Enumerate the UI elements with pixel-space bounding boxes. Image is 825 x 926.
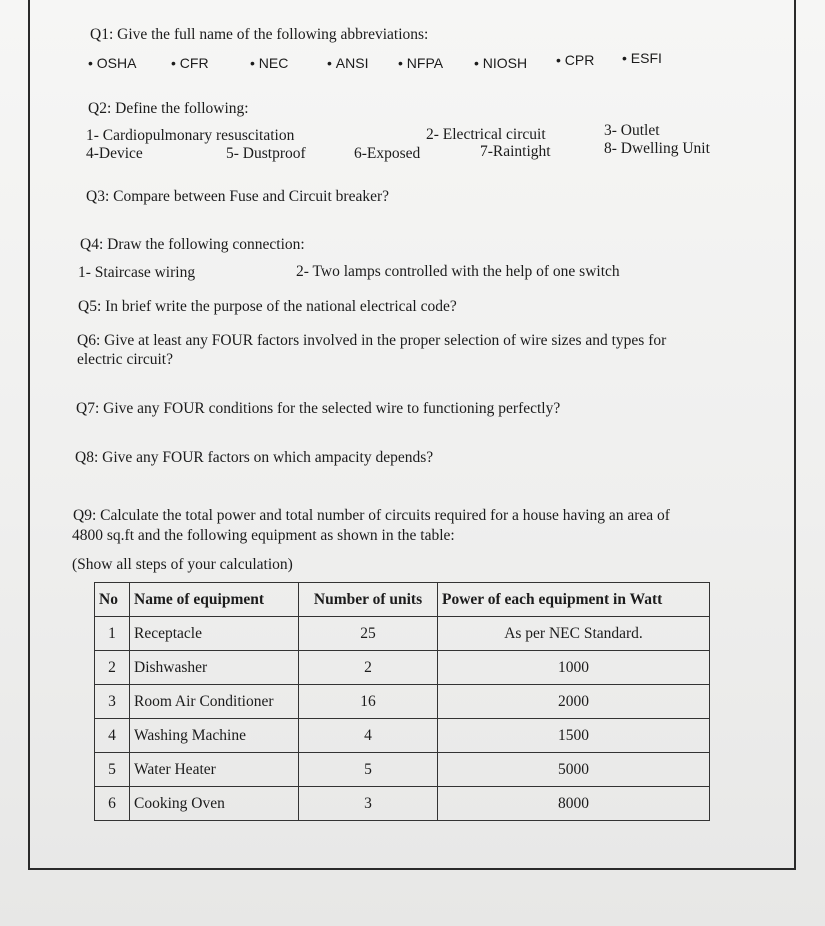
header-no: No	[95, 583, 130, 617]
table-row	[95, 651, 710, 685]
cell-units: 2	[299, 651, 438, 685]
table-row	[95, 617, 710, 651]
q5-prompt: Q5: In brief write the purpose of the national electrical code?	[78, 298, 457, 315]
cell-units: 16	[299, 685, 438, 719]
abbr-esfi: • ESFI	[622, 49, 662, 67]
cell-power: 1500	[438, 719, 710, 753]
q1-prompt: Q1: Give the full name of the following abbreviations:	[90, 26, 429, 43]
q2-item-7: 7-Raintight	[480, 143, 551, 160]
cell-units: 4	[299, 719, 438, 753]
table-row	[95, 753, 710, 787]
q2-item-6: 6-Exposed	[354, 145, 421, 162]
abbr-cpr: • CPR	[556, 51, 594, 69]
cell-name: Dishwasher	[130, 651, 299, 685]
cell-name: Washing Machine	[130, 719, 299, 753]
cell-name: Room Air Conditioner	[130, 685, 299, 719]
q4-prompt: Q4: Draw the following connection:	[80, 236, 305, 253]
abbr-cfr: • CFR	[171, 54, 209, 72]
cell-name: Water Heater	[130, 753, 299, 787]
abbr-nfpa: • NFPA	[398, 54, 443, 72]
cell-units: 5	[299, 753, 438, 787]
q8-prompt: Q8: Give any FOUR factors on which ampacity depends?	[75, 449, 434, 466]
cell-power: 1000	[438, 651, 710, 685]
q9-line-1: Q9: Calculate the total power and total number of circuits required for a house having an area of	[73, 507, 670, 524]
q6-line-2: electric circuit?	[77, 351, 173, 368]
cell-name: Receptacle	[130, 617, 299, 651]
cell-no: 2	[95, 651, 130, 685]
q2-item-3: 3- Outlet	[604, 122, 660, 139]
q2-item-8: 8- Dwelling Unit	[604, 140, 710, 157]
cell-no: 6	[95, 787, 130, 821]
abbr-osha: • OSHA	[88, 54, 136, 72]
cell-no: 1	[95, 617, 130, 651]
table-row	[95, 685, 710, 719]
header-units: Number of units	[299, 583, 438, 617]
cell-power: 2000	[438, 685, 710, 719]
abbr-ansi: • ANSI	[327, 54, 368, 72]
q6-line-1: Q6: Give at least any FOUR factors involved in the proper selection of wire sizes and types for	[77, 332, 667, 349]
cell-units: 25	[299, 617, 438, 651]
table-row	[95, 719, 710, 753]
table-row	[95, 787, 710, 821]
q2-item-5: 5- Dustproof	[226, 145, 306, 162]
cell-no: 4	[95, 719, 130, 753]
q4-item-2: 2- Two lamps controlled with the help of one switch	[296, 263, 620, 280]
cell-power: 5000	[438, 753, 710, 787]
q2-prompt: Q2: Define the following:	[88, 100, 249, 117]
abbr-nec: • NEC	[250, 54, 288, 72]
cell-power: 8000	[438, 787, 710, 821]
cell-no: 5	[95, 753, 130, 787]
cell-name: Cooking Oven	[130, 787, 299, 821]
q9-note: (Show all steps of your calculation)	[72, 556, 293, 573]
abbr-niosh: • NIOSH	[474, 54, 527, 72]
q4-item-1: 1- Staircase wiring	[78, 264, 196, 281]
q2-item-4: 4-Device	[86, 145, 143, 162]
q2-item-2: 2- Electrical circuit	[426, 126, 546, 143]
cell-power: As per NEC Standard.	[438, 617, 710, 651]
q3-prompt: Q3: Compare between Fuse and Circuit breaker?	[86, 188, 390, 205]
equipment-table	[94, 582, 710, 821]
table-header-row	[95, 583, 710, 617]
q7-prompt: Q7: Give any FOUR conditions for the selected wire to functioning perfectly?	[76, 400, 561, 417]
cell-no: 3	[95, 685, 130, 719]
header-name: Name of equipment	[130, 583, 299, 617]
header-power: Power of each equipment in Watt	[438, 583, 710, 617]
q2-item-1: 1- Cardiopulmonary resuscitation	[86, 127, 295, 144]
cell-units: 3	[299, 787, 438, 821]
q9-line-2: 4800 sq.ft and the following equipment as shown in the table:	[72, 527, 455, 544]
